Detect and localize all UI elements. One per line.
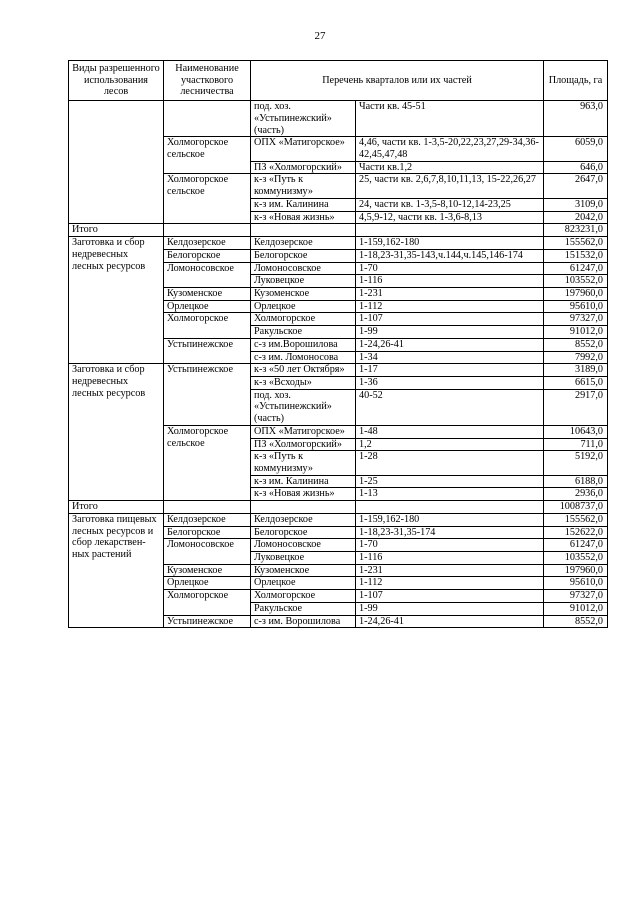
sub-forestry-cell: к-з «Путь к коммунизму» xyxy=(251,174,356,198)
quarters-cell: 24, части кв. 1-3,5-8,10-12,14-23,25 xyxy=(356,198,544,211)
table-row xyxy=(69,101,608,137)
area-cell: 61247,0 xyxy=(544,539,608,552)
header-use-type: Виды разрешенного использования лесов xyxy=(69,61,164,101)
area-cell: 2917,0 xyxy=(544,389,608,425)
sub-forestry-cell: под. хоз. «Устьпинежский» (часть) xyxy=(251,389,356,425)
area-cell: 95610,0 xyxy=(544,577,608,590)
area-cell: 6188,0 xyxy=(544,475,608,488)
area-cell: 2936,0 xyxy=(544,488,608,501)
quarters-cell: 1-112 xyxy=(356,577,544,590)
quarters-cell: 1-24,26-41 xyxy=(356,615,544,628)
header-area: Площадь, га xyxy=(544,61,608,101)
sub-forestry-cell: Луковецкое xyxy=(251,552,356,565)
page-number: 27 xyxy=(314,30,326,42)
quarters-cell: 1-36 xyxy=(356,376,544,389)
quarters-cell: 1-231 xyxy=(356,564,544,577)
quarters-cell: 1-231 xyxy=(356,287,544,300)
forestry-cell xyxy=(164,101,251,137)
sub-forestry-cell: с-з им. Ломоносова xyxy=(251,351,356,364)
use-type-cell: Итого xyxy=(69,501,164,514)
quarters-cell: 1-17 xyxy=(356,364,544,377)
total-row xyxy=(69,501,608,514)
quarters-cell: Части кв. 45-51 xyxy=(356,101,544,137)
forestry-cell: Келдозерское xyxy=(164,513,251,526)
sub-forestry-cell: ОПХ «Матигорское» xyxy=(251,137,356,161)
sub-forestry-cell: Кузоменское xyxy=(251,287,356,300)
forestry-cell: Ломоносовское xyxy=(164,262,251,287)
sub-forestry-cell: Ломоносовское xyxy=(251,262,356,275)
quarters-cell: 1-159,162-180 xyxy=(356,513,544,526)
quarters-cell: 1-70 xyxy=(356,262,544,275)
sub-forestry-cell: к-з «Всходы» xyxy=(251,376,356,389)
forestry-cell: Орлецкое xyxy=(164,300,251,313)
area-cell: 197960,0 xyxy=(544,564,608,577)
area-cell: 155562,0 xyxy=(544,513,608,526)
forestry-cell: Холмогорское xyxy=(164,590,251,615)
total-row xyxy=(69,224,608,237)
area-cell: 155562,0 xyxy=(544,237,608,250)
table-row xyxy=(69,513,608,526)
sub-forestry-cell: Ракульское xyxy=(251,602,356,615)
area-cell: 151532,0 xyxy=(544,249,608,262)
quarters-cell: 1,2 xyxy=(356,438,544,451)
quarters-cell: Части кв.1,2 xyxy=(356,161,544,174)
area-cell: 3109,0 xyxy=(544,198,608,211)
quarters-cell xyxy=(356,224,544,237)
forest-use-table xyxy=(68,60,608,628)
forestry-cell: Холмогорское сельское xyxy=(164,425,251,500)
sub-forestry-cell: ПЗ «Холмогорский» xyxy=(251,161,356,174)
forestry-cell: Холмогорское сельское xyxy=(164,174,251,224)
table-header-row xyxy=(69,61,608,101)
forestry-cell: Устьпинежское xyxy=(164,615,251,628)
forestry-cell: Холмогорское сельское xyxy=(164,137,251,174)
area-cell: 91012,0 xyxy=(544,326,608,339)
sub-forestry-cell: с-з им. Ворошилова xyxy=(251,615,356,628)
forestry-cell: Кузоменское xyxy=(164,287,251,300)
area-cell: 103552,0 xyxy=(544,552,608,565)
area-cell: 7992,0 xyxy=(544,351,608,364)
area-cell: 2042,0 xyxy=(544,211,608,224)
quarters-cell: 4,46, части кв. 1-3,5-20,22,23,27,29-34,36-42,45,47,48 xyxy=(356,137,544,161)
quarters-cell: 1-116 xyxy=(356,552,544,565)
sub-forestry-cell: Кузоменское xyxy=(251,564,356,577)
sub-forestry-cell: Белогорское xyxy=(251,249,356,262)
sub-forestry-cell: Орлецкое xyxy=(251,577,356,590)
quarters-cell: 1-70 xyxy=(356,539,544,552)
forestry-cell: Устьпинежское xyxy=(164,364,251,426)
area-cell: 95610,0 xyxy=(544,300,608,313)
area-cell: 2647,0 xyxy=(544,174,608,198)
quarters-cell: 1-18,23-31,35-174 xyxy=(356,526,544,539)
quarters-cell: 1-34 xyxy=(356,351,544,364)
quarters-cell: 25, части кв. 2,6,7,8,10,11,13, 15-22,26,27 xyxy=(356,174,544,198)
sub-forestry-cell: Холмогорское xyxy=(251,313,356,326)
area-cell: 97327,0 xyxy=(544,590,608,603)
area-cell: 6615,0 xyxy=(544,376,608,389)
quarters-cell: 1-18,23-31,35-143,ч.144,ч.145,146-174 xyxy=(356,249,544,262)
quarters-cell: 1-25 xyxy=(356,475,544,488)
area-cell: 8552,0 xyxy=(544,338,608,351)
area-cell: 152622,0 xyxy=(544,526,608,539)
use-type-cell: Итого xyxy=(69,224,164,237)
forestry-cell xyxy=(164,224,251,237)
use-type-cell xyxy=(69,101,164,224)
quarters-cell: 1-24,26-41 xyxy=(356,338,544,351)
quarters-cell: 1-107 xyxy=(356,313,544,326)
sub-forestry-cell: Орлецкое xyxy=(251,300,356,313)
sub-forestry-cell: Ракульское xyxy=(251,326,356,339)
quarters-cell xyxy=(356,501,544,514)
quarters-cell: 1-99 xyxy=(356,602,544,615)
area-cell: 61247,0 xyxy=(544,262,608,275)
area-cell: 8552,0 xyxy=(544,615,608,628)
quarters-cell: 1-48 xyxy=(356,425,544,438)
quarters-cell: 40-52 xyxy=(356,389,544,425)
area-cell: 711,0 xyxy=(544,438,608,451)
quarters-cell: 4,5,9-12, части кв. 1-3,6-8,13 xyxy=(356,211,544,224)
area-cell: 1008737,0 xyxy=(544,501,608,514)
sub-forestry-cell: к-з «Новая жизнь» xyxy=(251,488,356,501)
sub-forestry-cell: к-з «Новая жизнь» xyxy=(251,211,356,224)
forestry-cell: Орлецкое xyxy=(164,577,251,590)
forestry-cell: Кузоменское xyxy=(164,564,251,577)
sub-forestry-cell xyxy=(251,501,356,514)
sub-forestry-cell: Белогорское xyxy=(251,526,356,539)
quarters-cell: 1-159,162-180 xyxy=(356,237,544,250)
quarters-cell: 1-112 xyxy=(356,300,544,313)
sub-forestry-cell: Ломоносовское xyxy=(251,539,356,552)
area-cell: 97327,0 xyxy=(544,313,608,326)
quarters-cell: 1-13 xyxy=(356,488,544,501)
use-type-cell: Заготовка и сбор недревесных лесных ресурсов xyxy=(69,364,164,501)
sub-forestry-cell: ОПХ «Матигорское» xyxy=(251,425,356,438)
sub-forestry-cell: к-з «50 лет Октября» xyxy=(251,364,356,377)
area-cell: 6059,0 xyxy=(544,137,608,161)
header-forestry: Наименование участкового лесничества xyxy=(164,61,251,101)
area-cell: 10643,0 xyxy=(544,425,608,438)
quarters-cell: 1-116 xyxy=(356,275,544,288)
sub-forestry-cell: под. хоз. «Устьпинежский» (часть) xyxy=(251,101,356,137)
header-quarters: Перечень кварталов или их частей xyxy=(251,61,544,101)
quarters-cell: 1-28 xyxy=(356,451,544,475)
forestry-cell: Келдозерское xyxy=(164,237,251,250)
forestry-cell: Устьпинежское xyxy=(164,338,251,363)
use-type-cell: Заготовка пищевых лесных ресурсов и сбор лекарствен-ных растений xyxy=(69,513,164,627)
table-row xyxy=(69,364,608,377)
area-cell: 963,0 xyxy=(544,101,608,137)
forestry-cell: Ломоносовское xyxy=(164,539,251,564)
sub-forestry-cell: к-з им. Калинина xyxy=(251,475,356,488)
area-cell: 823231,0 xyxy=(544,224,608,237)
sub-forestry-cell: Луковецкое xyxy=(251,275,356,288)
sub-forestry-cell: к-з «Путь к коммунизму» xyxy=(251,451,356,475)
forestry-cell: Холмогорское xyxy=(164,313,251,338)
forestry-cell: Белогорское xyxy=(164,526,251,539)
sub-forestry-cell: Холмогорское xyxy=(251,590,356,603)
area-cell: 3189,0 xyxy=(544,364,608,377)
sub-forestry-cell xyxy=(251,224,356,237)
area-cell: 646,0 xyxy=(544,161,608,174)
sub-forestry-cell: ПЗ «Холмогорский» xyxy=(251,438,356,451)
use-type-cell: Заготовка и сбор недревесных лесных ресурсов xyxy=(69,237,164,364)
sub-forestry-cell: Келдозерское xyxy=(251,237,356,250)
forestry-cell xyxy=(164,501,251,514)
table-row xyxy=(69,237,608,250)
area-cell: 197960,0 xyxy=(544,287,608,300)
area-cell: 5192,0 xyxy=(544,451,608,475)
sub-forestry-cell: Келдозерское xyxy=(251,513,356,526)
sub-forestry-cell: к-з им. Калинина xyxy=(251,198,356,211)
quarters-cell: 1-107 xyxy=(356,590,544,603)
forestry-cell: Белогорское xyxy=(164,249,251,262)
sub-forestry-cell: с-з им.Ворошилова xyxy=(251,338,356,351)
area-cell: 91012,0 xyxy=(544,602,608,615)
quarters-cell: 1-99 xyxy=(356,326,544,339)
area-cell: 103552,0 xyxy=(544,275,608,288)
